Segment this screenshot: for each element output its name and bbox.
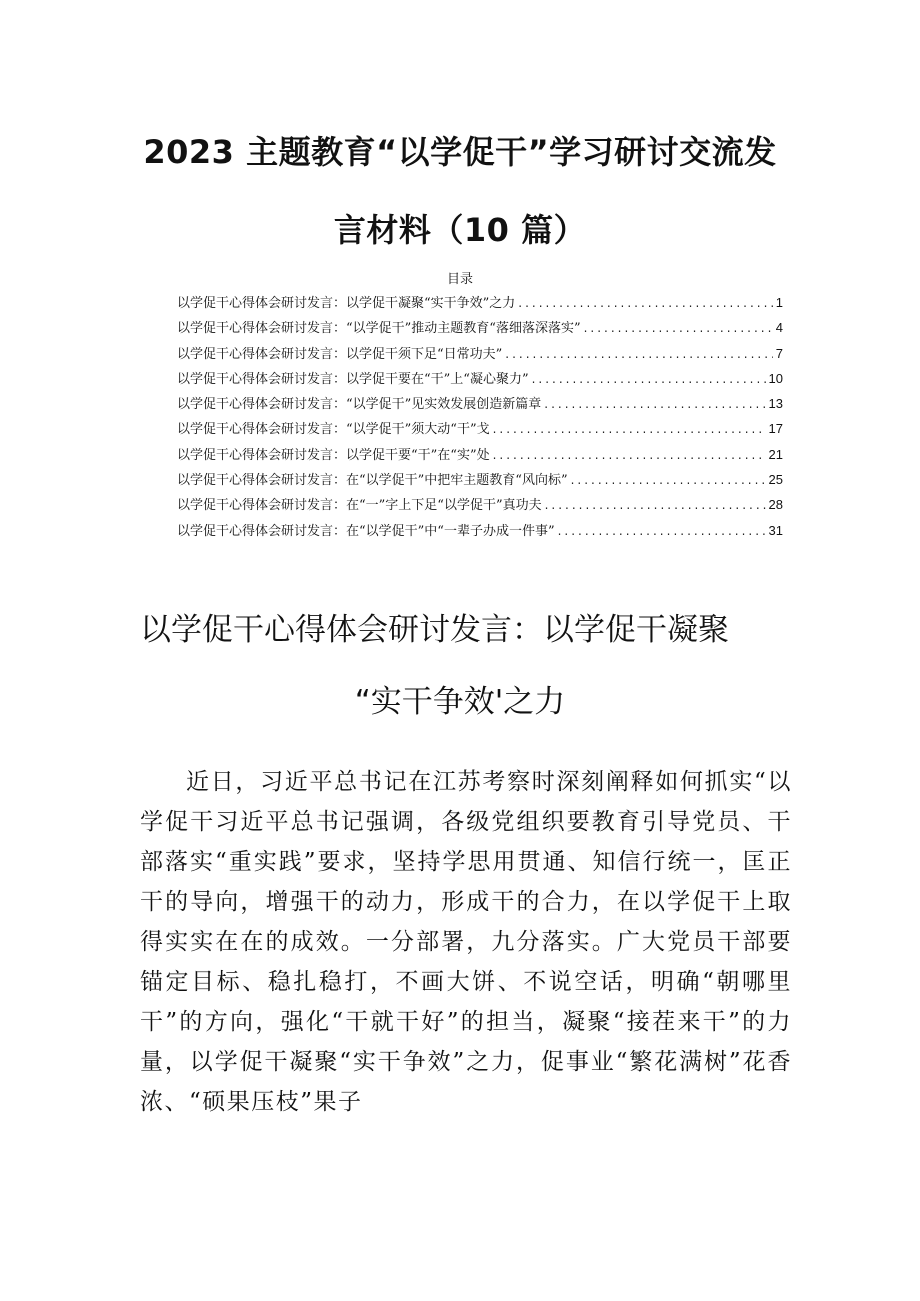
toc-entry-page: 17 (768, 421, 783, 437)
toc-dot-leader (558, 524, 766, 538)
toc-entry-page: 7 (775, 345, 783, 361)
toc-entry-title: 以学促干心得体会研讨发言：“以学促干”见实效发展创造新篇章 (177, 397, 542, 413)
body-paragraph: 近日，习近平总书记在江苏考察时深刻阐释如何抓实“以学促干习近平总书记强调，各级党组织要教育引导党员、干部落实“重实践”要求，坚持学思用贯通、知信行统一，匡正干的导向，增强干的动力，形成干的合力，在以学促干上取得实实在在的成效。一分部署，九分落实。广大党员干部要锚定目标、稳扎稳打，不画大饼、不说空话，明确“朝哪里干”的方向，强化“干就干好”的担当，凝聚“接茬来干”的力量，以学促干凝聚“实干争效”之力，促事业“繁花满树”花香浓、“硕果压枝”果子 (140, 769, 792, 1115)
toc-dot-leader (545, 498, 766, 512)
toc-entry-title: 以学促干心得体会研讨发言：以学促干凝聚“实干争效”之力 (177, 296, 516, 311)
toc-entry-title: 以学促干心得体会研讨发言：在“以学促干”中把牢主题教育“风向标” (177, 473, 568, 489)
toc-entry-page: 4 (775, 320, 783, 336)
toc-entry-title: 以学促干心得体会研讨发言：以学促干要在“干”上“凝心聚力” (177, 371, 529, 387)
toc-entry-page: 13 (768, 396, 783, 412)
toc-entry[interactable] (177, 317, 783, 342)
toc-entry[interactable] (177, 520, 783, 545)
toc-dot-leader (505, 347, 772, 361)
section-title-line-1: 以学促干心得体会研讨发言：以学促干凝聚 (140, 612, 729, 648)
toc-entry-title: 以学促干心得体会研讨发言：在“以学促干”中“一辈子办成一件事” (177, 523, 555, 539)
section-title-line-2: “实干争效'之力 (354, 684, 566, 720)
toc-entry[interactable] (177, 494, 783, 519)
document-title-line-1: 2023 主题教育“以学促干”学习研讨交流发 (143, 133, 777, 171)
toc-dot-leader (571, 473, 766, 487)
toc-dot-leader (518, 296, 772, 310)
table-of-contents (177, 292, 783, 545)
toc-entry[interactable] (177, 469, 783, 494)
toc-dot-leader (544, 397, 765, 411)
toc-dot-leader (493, 422, 766, 436)
toc-dot-leader (493, 448, 766, 462)
toc-entry-title: 以学促干心得体会研讨发言：“以学促干”推动主题教育“落细落深落实” (177, 321, 581, 337)
toc-entry-title: 以学促干心得体会研讨发言：以学促干要“干”在“实”处 (177, 447, 490, 463)
toc-entry-page: 21 (768, 446, 783, 462)
toc-entry[interactable] (177, 393, 783, 418)
toc-entry-page: 10 (768, 370, 783, 386)
toc-entry-title: 以学促干心得体会研讨发言：“以学促干”须大动“干”戈 (177, 422, 490, 438)
toc-heading: 目录 (446, 272, 473, 287)
toc-entry[interactable] (177, 444, 783, 469)
toc-entry-title: 以学促干心得体会研讨发言：以学促干须下足“日常功夫” (177, 346, 503, 362)
toc-entry-title: 以学促干心得体会研讨发言：在“一”字上下足“以学促干”真功夫 (177, 498, 542, 514)
toc-entry-page: 31 (768, 522, 783, 538)
toc-entry-page: 1 (775, 295, 783, 310)
toc-entry-page: 25 (768, 472, 783, 488)
toc-entry[interactable] (177, 343, 783, 368)
toc-dot-leader (532, 372, 766, 386)
document-title-line-2: 言材料（10 篇） (333, 211, 587, 249)
toc-entry[interactable] (177, 418, 783, 443)
toc-entry-page: 28 (768, 497, 783, 513)
toc-dot-leader (584, 321, 773, 335)
toc-entry[interactable] (177, 368, 783, 393)
toc-entry[interactable] (177, 292, 783, 317)
